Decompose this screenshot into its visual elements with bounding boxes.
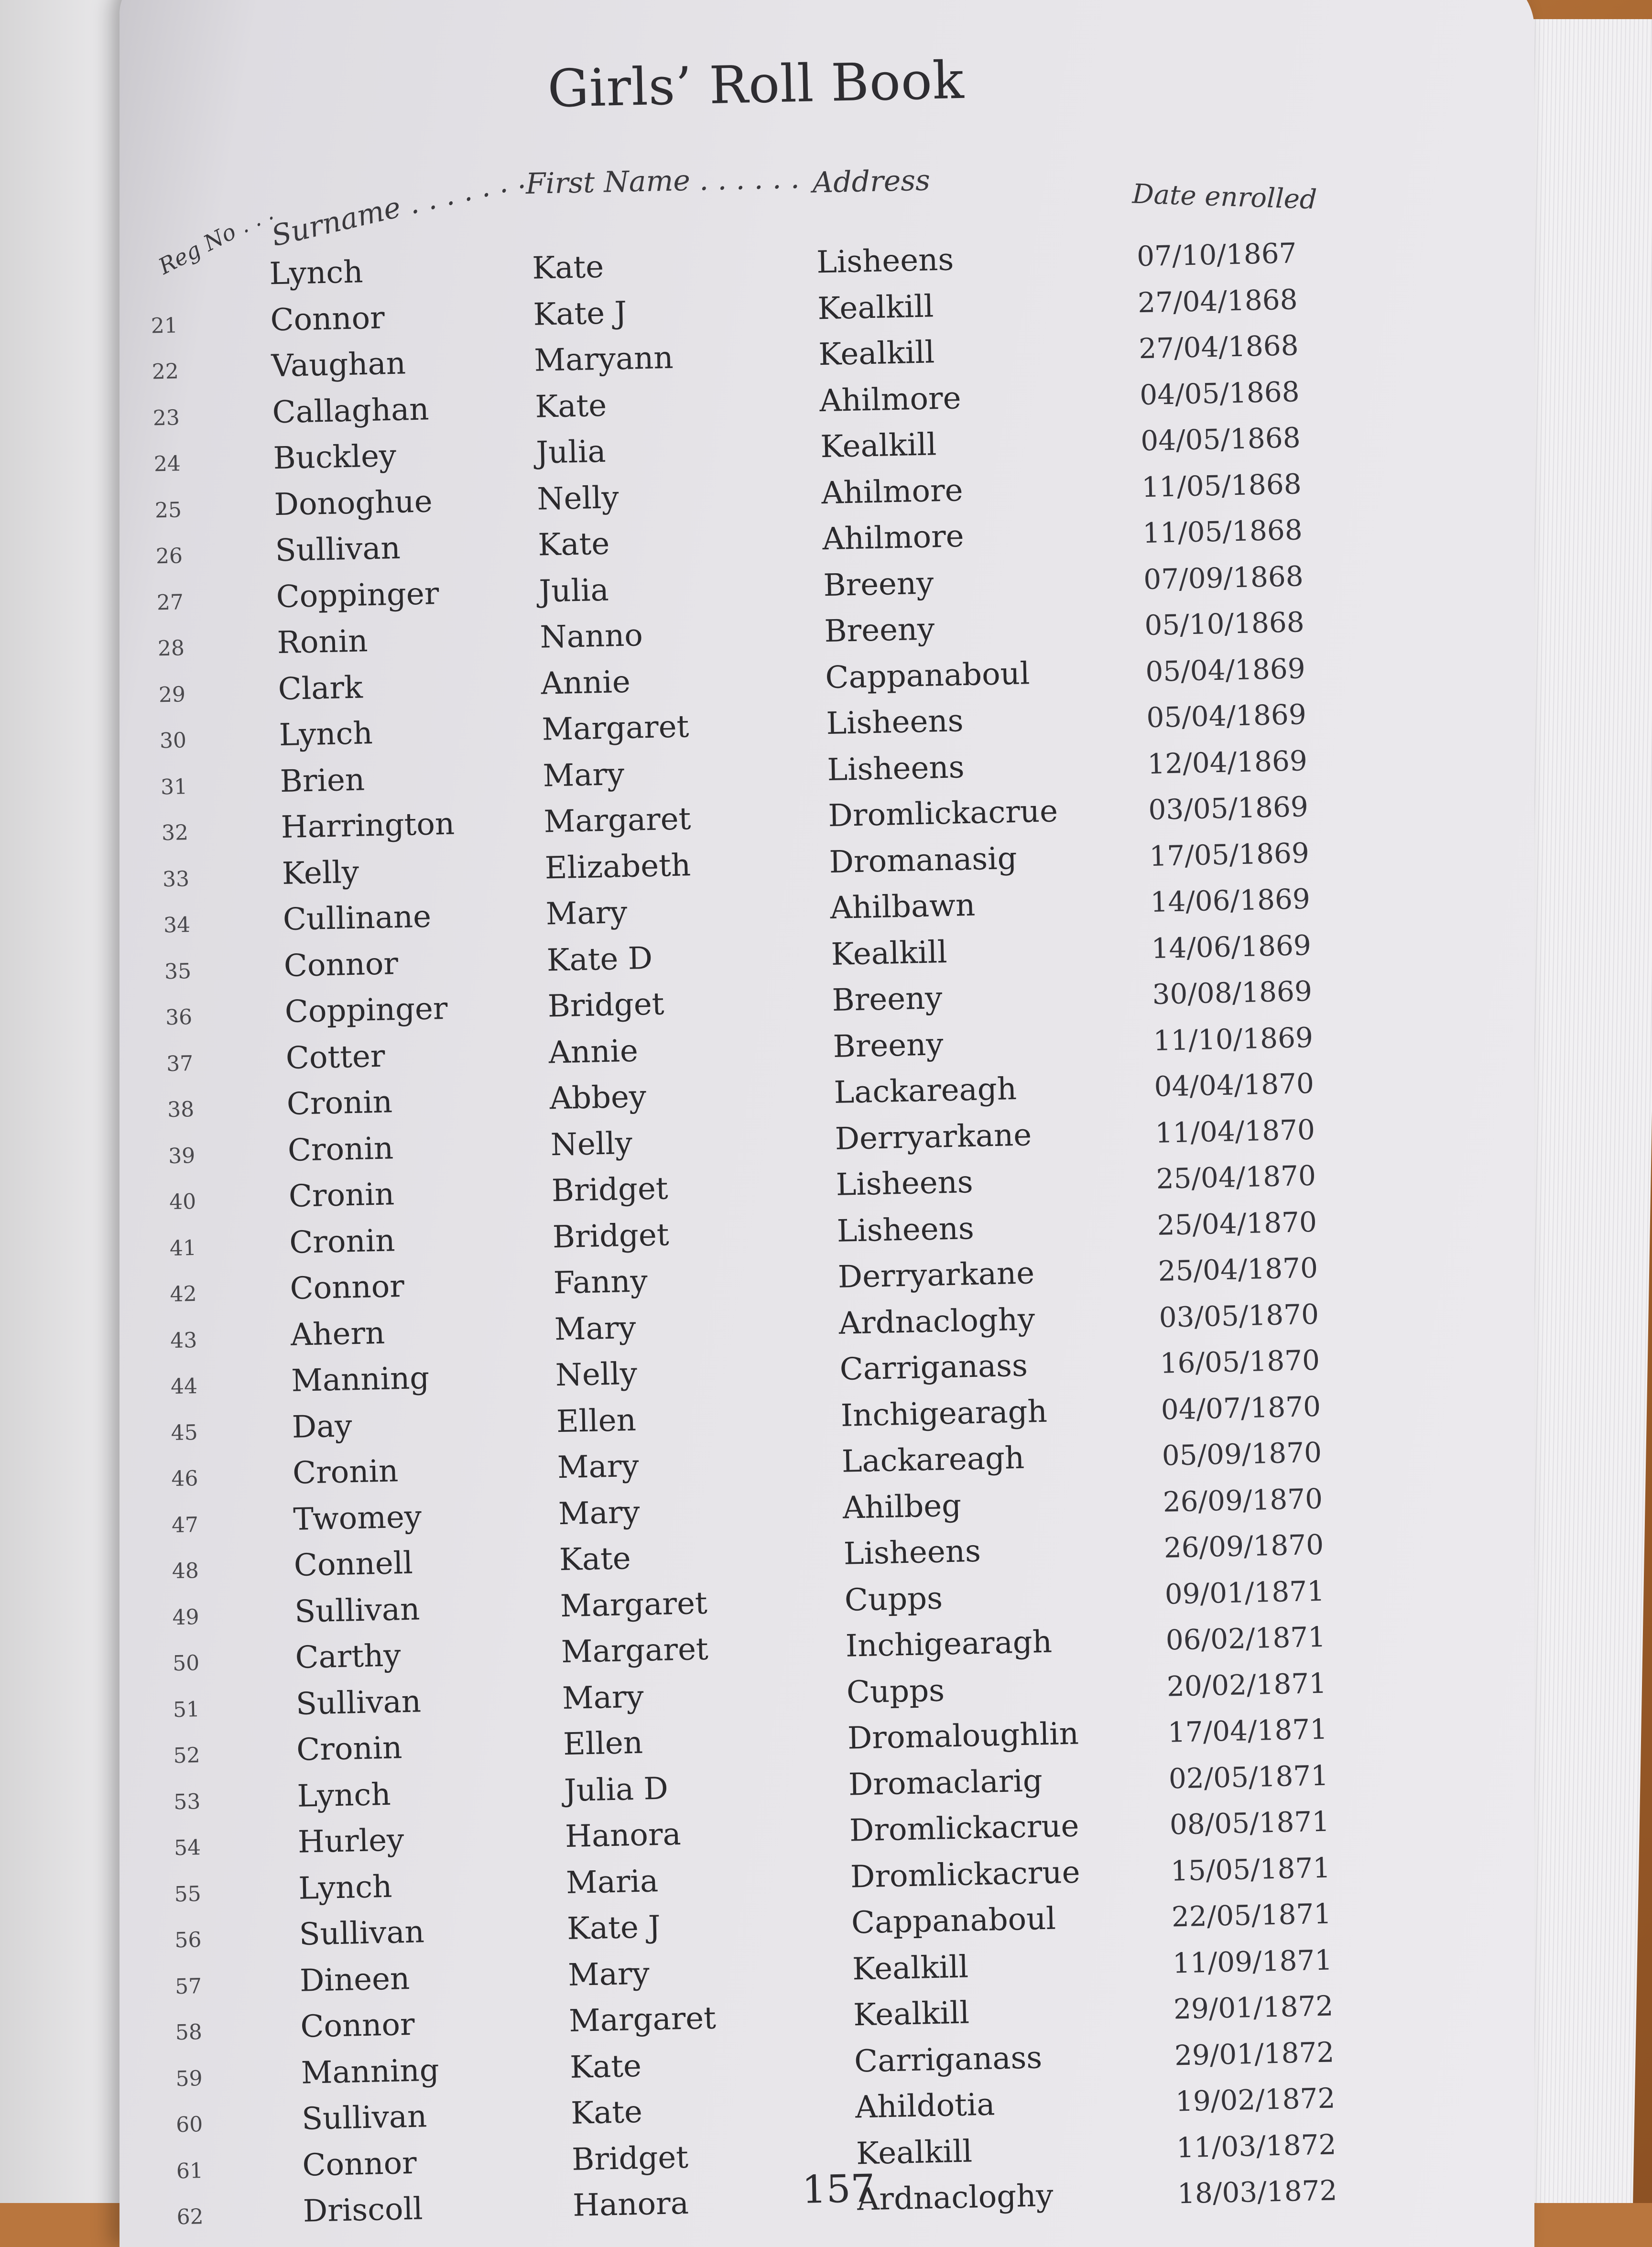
date-enrolled-cell: 07/09/1868 <box>1143 559 1304 596</box>
date-enrolled-cell: 04/05/1868 <box>1140 421 1301 458</box>
date-enrolled-cell: 17/04/1871 <box>1167 1713 1328 1749</box>
date-enrolled-cell: 11/10/1869 <box>1152 1021 1314 1057</box>
reg-no-cell: 29 <box>158 682 186 707</box>
date-enrolled-cell: 27/04/1868 <box>1137 283 1298 319</box>
page-number: 157 <box>801 2166 876 2212</box>
reg-no-cell: 43 <box>170 1328 197 1353</box>
surname-cell: Connor <box>270 300 385 338</box>
reg-no-cell: 49 <box>172 1604 200 1630</box>
first-name-cell: Julia D <box>564 1771 669 1809</box>
surname-cell: Clark <box>278 669 363 707</box>
reg-no-cell: 41 <box>169 1235 197 1261</box>
date-enrolled-cell: 04/05/1868 <box>1139 375 1300 411</box>
address-cell: Dromlickacrue <box>849 1808 1080 1849</box>
reg-no-cell: 60 <box>175 2112 203 2138</box>
surname-cell: Sullivan <box>299 1914 425 1952</box>
first-name-cell: Mary <box>557 1448 640 1486</box>
surname-cell: Day <box>292 1408 353 1445</box>
date-enrolled-cell: 15/05/1871 <box>1170 1851 1331 1887</box>
surname-cell: Hurley <box>297 1822 404 1860</box>
surname-cell: Sullivan <box>295 1683 422 1722</box>
first-name-cell: Hanora <box>565 1817 682 1855</box>
address-cell: Lisheens <box>837 1211 975 1249</box>
surname-cell: Callaghan <box>272 391 430 430</box>
reg-no-cell: 62 <box>176 2204 204 2230</box>
address-cell: Kealkill <box>853 1995 970 2033</box>
surname-cell: Buckley <box>272 438 397 477</box>
address-cell: Dromaclarig <box>848 1763 1043 1803</box>
first-name-cell: Kate <box>570 2094 643 2131</box>
address-cell: Kealkill <box>856 2133 973 2171</box>
surname-cell: Lynch <box>279 716 373 753</box>
reg-no-cell: 28 <box>157 636 185 661</box>
address-cell: Kealkill <box>820 427 937 465</box>
surname-cell: Cotter <box>285 1038 386 1076</box>
surname-cell: Cronin <box>286 1084 393 1122</box>
date-enrolled-cell: 02/05/1871 <box>1168 1759 1329 1795</box>
address-cell: Ahilmore <box>822 519 965 557</box>
address-cell: Dromaloughlin <box>847 1716 1079 1756</box>
reg-no-cell: 25 <box>154 497 182 523</box>
address-cell: Cappanaboul <box>851 1901 1056 1941</box>
date-enrolled-cell: 25/04/1870 <box>1155 1159 1316 1195</box>
surname-cell: Harrington <box>281 806 455 846</box>
address-cell: Cupps <box>844 1580 943 1618</box>
surname-cell: Connor <box>283 946 399 984</box>
date-enrolled-cell: 18/03/1872 <box>1177 2174 1338 2210</box>
first-name-cell: Ellen <box>563 1725 643 1763</box>
reg-no-cell: 22 <box>152 359 179 384</box>
first-name-cell: Kate D <box>546 940 653 978</box>
column-header-first-name: First Name . . . . . . <box>525 162 800 201</box>
first-name-cell: Margaret <box>568 2000 717 2039</box>
first-name-cell: Mary <box>545 894 628 932</box>
surname-cell: Cronin <box>296 1730 403 1768</box>
first-name-cell: Elizabeth <box>544 847 691 886</box>
date-enrolled-cell: 19/02/1872 <box>1175 2082 1336 2118</box>
first-name-cell: Mary <box>558 1494 641 1532</box>
address-cell: Ahilmore <box>819 380 962 419</box>
reg-no-cell: 31 <box>160 774 188 799</box>
address-cell: Cupps <box>846 1672 945 1711</box>
date-enrolled-cell: 11/04/1870 <box>1154 1113 1315 1149</box>
reg-no-cell: 35 <box>164 959 192 984</box>
reg-no-cell: 50 <box>172 1651 200 1676</box>
first-name-cell: Nelly <box>536 480 620 517</box>
address-cell: Lackareagh <box>841 1440 1025 1480</box>
reg-no-cell: 26 <box>155 544 183 569</box>
surname-cell: Cronin <box>289 1222 396 1261</box>
address-cell: Lackareagh <box>833 1071 1017 1111</box>
first-name-cell: Kate <box>569 2048 642 2085</box>
first-name-cell: Annie <box>548 1033 639 1070</box>
reg-no-cell: 32 <box>161 820 189 846</box>
first-name-cell: Mary <box>562 1679 644 1716</box>
reg-no-cell: 55 <box>174 1881 202 1907</box>
reg-no-cell: 56 <box>174 1928 202 1953</box>
address-cell: Carriganass <box>854 2040 1043 2080</box>
surname-cell: Dineen <box>299 1961 410 1999</box>
first-name-cell: Bridget <box>547 986 665 1025</box>
column-header-address: Address <box>812 164 931 200</box>
first-name-cell: Ellen <box>556 1402 637 1440</box>
reg-no-cell: 39 <box>168 1143 196 1168</box>
first-name-cell: Nanno <box>539 618 643 655</box>
reg-no-cell: 23 <box>152 405 180 430</box>
date-enrolled-cell: 11/09/1871 <box>1172 1943 1333 1980</box>
date-enrolled-cell: 05/04/1869 <box>1145 652 1306 688</box>
reg-no-cell: 51 <box>173 1697 200 1722</box>
reg-no-cell: 46 <box>171 1466 198 1492</box>
date-enrolled-cell: 25/04/1870 <box>1157 1251 1318 1287</box>
address-cell: Derryarkane <box>837 1255 1035 1295</box>
column-header-date-enrolled: Date enrolled <box>1131 178 1317 216</box>
surname-cell: Driscoll <box>303 2191 424 2229</box>
reg-no-cell: 54 <box>174 1835 201 1861</box>
surname-cell: Connor <box>300 2007 415 2045</box>
reg-no-cell: 30 <box>159 728 187 753</box>
surname-cell: Cullinane <box>283 899 432 938</box>
first-name-cell: Bridget <box>571 2139 689 2178</box>
date-enrolled-cell: 04/07/1870 <box>1161 1390 1321 1426</box>
reg-no-cell: 45 <box>171 1420 198 1445</box>
address-cell: Ahilmore <box>821 472 964 511</box>
first-name-cell: Mary <box>542 756 625 794</box>
address-cell: Lisheens <box>816 242 954 281</box>
first-name-cell: Maria <box>565 1863 659 1901</box>
surname-cell: Cronin <box>287 1130 394 1168</box>
first-name-cell: Kate <box>534 388 607 425</box>
date-enrolled-cell: 26/09/1870 <box>1163 1482 1323 1518</box>
first-name-cell: Fanny <box>553 1264 648 1301</box>
surname-cell: Lynch <box>298 1869 392 1907</box>
address-cell: Lisheens <box>826 703 964 742</box>
reg-no-cell: 37 <box>166 1051 194 1076</box>
address-cell: Lisheens <box>836 1164 974 1203</box>
address-cell: Derryarkane <box>834 1117 1032 1157</box>
first-name-cell: Kate J <box>533 295 627 333</box>
surname-cell: Ahern <box>290 1315 385 1353</box>
date-enrolled-cell: 16/05/1870 <box>1160 1343 1320 1380</box>
first-name-cell: Kate <box>559 1541 631 1578</box>
first-name-cell: Margaret <box>541 709 690 748</box>
address-cell: Inchigearagh <box>840 1394 1048 1434</box>
reg-no-cell: 48 <box>172 1559 199 1584</box>
date-enrolled-cell: 17/05/1869 <box>1149 836 1310 873</box>
address-cell: Dromlickacrue <box>850 1854 1081 1895</box>
page-title: Girls’ Roll Book <box>547 50 965 120</box>
address-cell: Kealkill <box>818 335 935 373</box>
date-enrolled-cell: 11/05/1868 <box>1142 513 1303 550</box>
reg-no-cell: 33 <box>162 866 190 892</box>
address-cell: Breeny <box>823 565 934 603</box>
address-cell: Kealkill <box>830 934 948 972</box>
surname-cell: Lynch <box>296 1777 391 1814</box>
date-enrolled-cell: 14/06/1869 <box>1151 928 1312 965</box>
date-enrolled-cell: 30/08/1869 <box>1152 974 1313 1011</box>
reg-no-cell: 57 <box>174 1974 202 1999</box>
date-enrolled-cell: 22/05/1871 <box>1171 1897 1332 1933</box>
date-enrolled-cell: 27/04/1868 <box>1138 329 1299 365</box>
address-cell: Lisheens <box>826 749 965 788</box>
surname-cell: Brien <box>280 762 365 799</box>
address-cell: Cappanaboul <box>825 655 1031 696</box>
date-enrolled-cell: 25/04/1870 <box>1156 1205 1317 1242</box>
first-name-cell: Kate J <box>566 1909 661 1947</box>
first-name-cell: Julia <box>535 434 607 471</box>
date-enrolled-cell: 05/10/1868 <box>1144 606 1305 642</box>
reg-no-cell: 38 <box>167 1097 195 1123</box>
surname-cell: Manning <box>291 1360 430 1399</box>
date-enrolled-cell: 29/01/1872 <box>1174 2035 1335 2072</box>
date-enrolled-cell: 29/01/1872 <box>1173 1989 1334 2026</box>
surname-cell: Connor <box>302 2145 417 2183</box>
reg-no-cell: 34 <box>163 913 191 938</box>
reg-no-cell: 21 <box>151 313 178 338</box>
surname-cell: Donoghue <box>273 483 433 523</box>
date-enrolled-cell: 09/01/1871 <box>1164 1574 1325 1611</box>
reg-no-cell: 40 <box>169 1189 196 1215</box>
address-cell: Breeny <box>832 1026 944 1065</box>
date-enrolled-cell: 11/03/1872 <box>1176 2127 1337 2164</box>
reg-no-cell: 61 <box>176 2158 204 2183</box>
surname-cell: Sullivan <box>301 2099 427 2137</box>
first-name-cell: Hanora <box>572 2185 689 2224</box>
first-name-cell: Kate <box>532 249 604 286</box>
surname-cell: Connell <box>293 1545 413 1583</box>
reg-no-cell: 36 <box>165 1005 193 1030</box>
first-name-cell: Maryann <box>533 340 674 379</box>
address-cell: Dromlickacrue <box>827 794 1058 834</box>
reg-no-cell: 24 <box>153 451 181 477</box>
address-cell: Lisheens <box>843 1533 981 1572</box>
surname-cell: Coppinger <box>284 991 448 1030</box>
address-cell: Ardnacloghy <box>838 1301 1035 1342</box>
address-cell: Carriganass <box>839 1348 1028 1387</box>
reg-no-cell: 58 <box>175 2020 203 2045</box>
first-name-cell: Julia <box>538 572 609 610</box>
first-name-cell: Annie <box>540 664 631 702</box>
address-cell: Ahilbawn <box>829 887 976 927</box>
first-name-cell: Kate <box>537 526 610 563</box>
date-enrolled-cell: 26/09/1870 <box>1163 1528 1324 1564</box>
reg-no-cell: 47 <box>171 1512 199 1538</box>
date-enrolled-cell: 05/04/1869 <box>1146 698 1307 734</box>
date-enrolled-cell: 04/04/1870 <box>1153 1067 1315 1103</box>
first-name-cell: Abbey <box>549 1079 647 1117</box>
reg-no-cell: 27 <box>156 589 184 615</box>
first-name-cell: Nelly <box>550 1125 633 1163</box>
first-name-cell: Mary <box>567 1955 650 1993</box>
surname-cell: Cronin <box>288 1177 395 1214</box>
column-header-reg-no: Reg No . . . <box>154 199 278 280</box>
surname-cell: Cronin <box>292 1453 399 1491</box>
surname-cell: Manning <box>301 2052 440 2091</box>
reg-no-cell: 52 <box>173 1743 201 1768</box>
surname-cell: Carthy <box>294 1638 402 1676</box>
surname-cell: Sullivan <box>294 1591 420 1630</box>
first-name-cell: Mary <box>554 1310 637 1347</box>
date-enrolled-cell: 12/04/1869 <box>1147 744 1308 780</box>
date-enrolled-cell: 14/06/1869 <box>1150 883 1311 919</box>
address-cell: Ahildotia <box>855 2087 996 2126</box>
column-header-surname: Surname . . . . . . . <box>268 161 529 253</box>
first-name-cell: Margaret <box>543 801 692 840</box>
surname-cell: Sullivan <box>274 530 401 569</box>
date-enrolled-cell: 20/02/1871 <box>1166 1667 1327 1703</box>
surname-cell: Vaughan <box>271 346 406 384</box>
date-enrolled-cell: 11/05/1868 <box>1141 467 1302 503</box>
reg-no-cell: 44 <box>170 1374 198 1399</box>
surname-cell: Lynch <box>269 254 364 292</box>
date-enrolled-cell: 05/09/1870 <box>1162 1436 1322 1472</box>
first-name-cell: Margaret <box>561 1631 709 1670</box>
first-name-cell: Bridget <box>551 1171 669 1209</box>
date-enrolled-cell: 06/02/1871 <box>1165 1620 1326 1657</box>
date-enrolled-cell: 03/05/1870 <box>1159 1298 1319 1334</box>
address-cell: Dromanasig <box>828 840 1018 880</box>
address-cell: Ardnacloghy <box>857 2178 1054 2218</box>
reg-no-cell: 53 <box>173 1789 201 1814</box>
address-cell: Breeny <box>831 981 943 1018</box>
surname-cell: Coppinger <box>275 576 440 615</box>
date-enrolled-cell: 08/05/1871 <box>1169 1805 1330 1841</box>
address-cell: Ahilbeg <box>842 1488 962 1526</box>
surname-cell: Twomey <box>293 1499 422 1538</box>
surname-cell: Connor <box>289 1268 405 1307</box>
surname-cell: Kelly <box>282 854 359 892</box>
first-name-cell: Bridget <box>552 1217 670 1255</box>
surname-cell: Ronin <box>277 623 369 661</box>
address-cell: Kealkill <box>852 1949 969 1987</box>
address-cell: Kealkill <box>817 288 934 327</box>
address-cell: Inchigearagh <box>845 1624 1053 1664</box>
first-name-cell: Nelly <box>555 1356 638 1394</box>
address-cell: Breeny <box>824 611 935 650</box>
reg-no-cell: 42 <box>170 1281 197 1307</box>
date-enrolled-cell: 03/05/1869 <box>1148 790 1309 827</box>
first-name-cell: Margaret <box>560 1585 708 1624</box>
reg-no-cell: 59 <box>175 2066 203 2091</box>
date-enrolled-cell: 07/10/1867 <box>1136 237 1297 273</box>
